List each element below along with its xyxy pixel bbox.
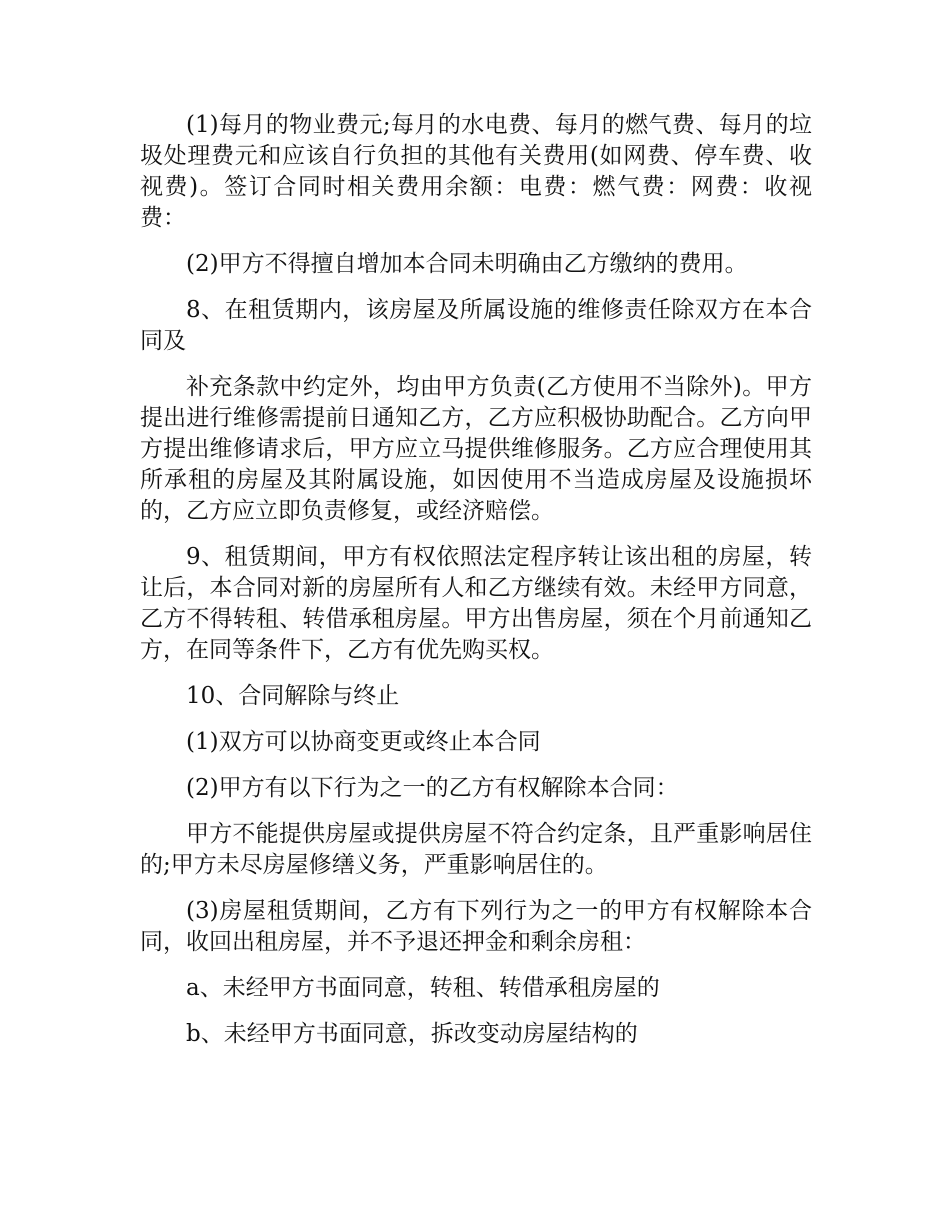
paragraph-maintenance: 补充条款中约定外，均由甲方负责(乙方使用不当除外)。甲方提出进行维修需提前日通知乙方，乙方应积极协助配合。乙方向甲方提出维修请求后，甲方应立马提供维修服务。乙方应合理使用其所承租的房屋及其附属设施，如因使用不当造成房屋及设施损坏的，乙方应立即负责修复，或经济赔偿。 <box>140 374 812 524</box>
paragraph-landlord-breaches: 甲方不能提供房屋或提供房屋不符合约定条，且严重影响居住的;甲方未尽房屋修缮义务，严重影响居住的。 <box>140 821 812 878</box>
paragraph-tenant-termination-rights: (2)甲方有以下行为之一的乙方有权解除本合同： <box>186 775 679 801</box>
paragraph-fees: (1)每月的物业费元;每月的水电费、每月的燃气费、每月的垃圾处理费元和应该自行负担的其他有关费用(如网费、停车费、收视费)。签订合同时相关费用余额：电费：燃气费：网费：收视费： <box>140 112 812 231</box>
paragraph-item-a: a、未经甲方书面同意，转租、转借承租房屋的 <box>186 975 660 1001</box>
paragraph-landlord-termination-rights: (3)房屋租赁期间，乙方有下列行为之一的甲方有权解除本合同，收回出租房屋，并不予退还押金和剩余房租： <box>140 898 812 955</box>
document-page <box>140 110 812 1065</box>
paragraph-no-extra-fees: (2)甲方不得擅自增加本合同未明确由乙方缴纳的费用。 <box>186 251 748 277</box>
paragraph-mutual-termination: (1)双方可以协商变更或终止本合同 <box>186 729 541 755</box>
paragraph-clause-10-heading: 10、合同解除与终止 <box>186 683 400 709</box>
paragraph-item-b: b、未经甲方书面同意，拆改变动房屋结构的 <box>186 1021 638 1047</box>
paragraph-clause-9: 9、租赁期间，甲方有权依照法定程序转让该出租的房屋，转让后，本合同对新的房屋所有人和乙方继续有效。未经甲方同意，乙方不得转租、转借承租房屋。甲方出售房屋，须在个月前通知乙方，在同等条件下，乙方有优先购买权。 <box>140 544 812 663</box>
paragraph-clause-8: 8、在租赁期内，该房屋及所属设施的维修责任除双方在本合同及 <box>140 297 812 354</box>
